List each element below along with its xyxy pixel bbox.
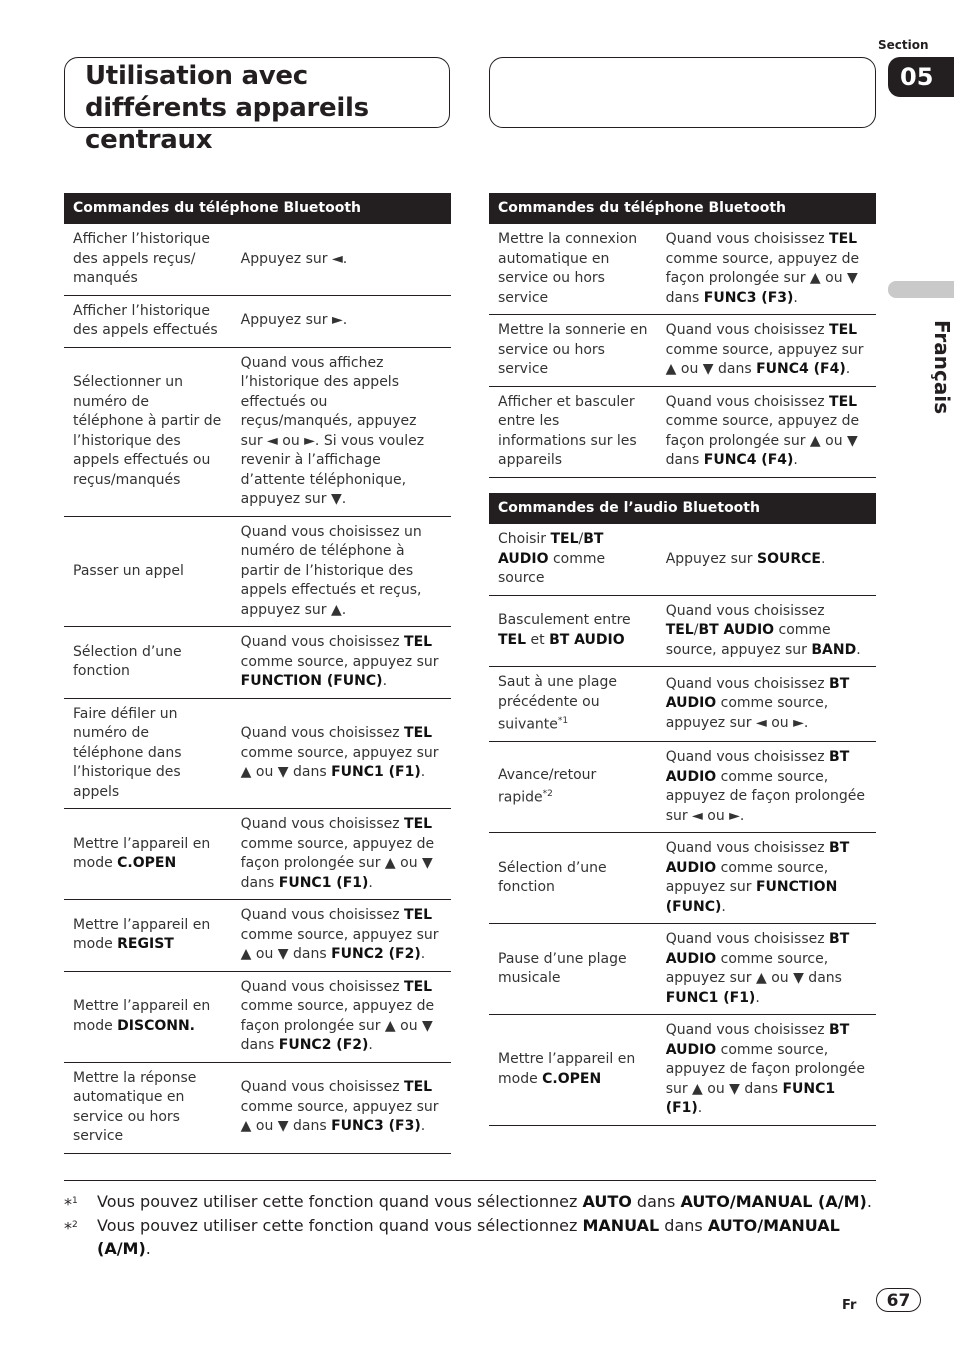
text-run: . <box>145 1239 151 1258</box>
bold-term: BT AUDIO <box>665 749 850 785</box>
text-run: Quand vous choisissez <box>665 602 825 619</box>
text-run: Quand vous choisissez <box>665 840 830 857</box>
footnote-ref: *2 <box>542 789 553 800</box>
text-run: . <box>368 874 373 891</box>
bold-term: FUNC4 (F4) <box>703 452 794 468</box>
table-row <box>489 224 876 315</box>
table-row <box>64 1062 451 1153</box>
text-run: comme source, appuyez de façon prolongée sur ◄ ou ►. <box>665 768 865 824</box>
bold-term: TEL <box>498 631 527 648</box>
bold-term: FUNC2 (F2) <box>278 1037 369 1053</box>
bold-term: TEL <box>665 622 694 638</box>
howto-cell: Appuyez sur ►. <box>232 295 451 347</box>
title-box <box>64 57 450 155</box>
howto-cell <box>657 1015 876 1126</box>
text-run: Mettre l’appareil en mode <box>73 835 211 871</box>
text-run: comme source, appuyez sur ▲ ou ▼ dans <box>240 744 439 780</box>
action-cell <box>489 524 657 595</box>
action-cell: Mettre la réponse automatique en service ou hors service <box>64 1062 232 1153</box>
action-cell: Sélectionner un numéro de téléphone à partir de l’historique des appels effectués ou reçus/manqués <box>64 347 232 516</box>
action-cell: Afficher l’historique des appels effectués <box>64 295 232 347</box>
table-row <box>489 315 876 387</box>
language-code: Fr <box>842 1298 857 1313</box>
text-run: comme source <box>498 550 606 586</box>
footnote <box>64 1190 876 1213</box>
section-label: Section <box>878 38 929 52</box>
footnote-mark <box>64 1214 94 1239</box>
text-run: comme source, appuyez de façon prolongée sur ▲ ou ▼ dans <box>240 998 435 1053</box>
howto-cell <box>657 833 876 924</box>
bold-term: TEL <box>404 907 433 923</box>
table-row <box>64 627 451 699</box>
action-cell <box>489 1015 657 1126</box>
bold-term: FUNC1 (F1) <box>665 1080 836 1117</box>
section-number: 05 <box>888 57 954 97</box>
text-run: comme source, appuyez de façon prolongée sur ▲ ou ▼ dans <box>665 250 860 306</box>
text-run: comme source, appuyez sur <box>240 653 439 670</box>
howto-cell <box>657 524 876 595</box>
bold-term: FUNC1 (F1) <box>665 989 756 1006</box>
bold-term: AUTO/MANUAL (A/M) <box>680 1192 867 1211</box>
bold-term: FUNC1 (F1) <box>278 874 369 891</box>
text-run: . <box>368 1037 373 1053</box>
bold-term: BT AUDIO <box>698 622 775 638</box>
bold-term: DISCONN. <box>117 1017 195 1034</box>
bold-term: SOURCE <box>756 550 821 567</box>
footnote-divider <box>64 1180 876 1181</box>
text-run: / <box>693 622 699 638</box>
bold-term: BT AUDIO <box>665 931 850 967</box>
text-run: dans <box>659 1216 708 1235</box>
bold-term: AUTO <box>582 1192 632 1211</box>
action-cell: Faire défiler un numéro de téléphone dans l’historique des appels <box>64 698 232 809</box>
footnote-ref: *1 <box>557 716 569 726</box>
text-run: Vous pouvez utiliser cette fonction quand vous sélectionnez <box>97 1192 583 1211</box>
bold-term: BAND <box>811 641 857 658</box>
page-title: Utilisation avec différents appareils centraux <box>85 61 369 155</box>
text-run: dans <box>631 1192 681 1211</box>
audio-commands-table <box>489 493 876 1126</box>
text-run: Appuyez sur <box>665 550 757 567</box>
bold-term: BT AUDIO <box>665 675 850 712</box>
table-row <box>489 833 876 924</box>
text-run: Quand vous choisissez <box>240 907 405 923</box>
text-run: comme source, appuyez sur ▲ ou ▼ dans <box>240 926 439 962</box>
bold-term: TEL <box>404 1079 433 1096</box>
howto-cell <box>232 809 451 900</box>
footnote-asterisk: * <box>64 1194 72 1214</box>
bold-term: TEL <box>829 322 858 338</box>
action-cell <box>64 809 232 900</box>
bold-term: FUNC2 (F2) <box>331 946 421 962</box>
howto-cell <box>232 1062 451 1153</box>
bold-term: BT AUDIO <box>498 531 604 567</box>
text-run: Quand vous choisissez <box>665 322 830 338</box>
text-run: Mettre l’appareil en mode <box>73 998 211 1034</box>
action-cell: Avance/retour rapide$^{*2}$ <box>489 742 657 833</box>
language-tab <box>888 281 954 298</box>
bold-term: AUTO/MANUAL (A/M) <box>97 1216 840 1258</box>
footnote-text <box>97 1214 877 1260</box>
bold-term: REGIST <box>117 936 174 953</box>
bold-term: BT AUDIO <box>665 840 850 876</box>
text-run: . <box>382 673 388 689</box>
footnote <box>64 1214 876 1260</box>
text-run: . <box>856 641 861 658</box>
text-run: comme source, appuyez sur ▲ ou ▼ dans <box>665 341 864 377</box>
bold-term: FUNC1 (F1) <box>331 764 421 780</box>
text-run: comme source, appuyez de façon prolongée sur ▲ ou ▼ dans <box>665 413 860 468</box>
text-run: / <box>578 531 584 547</box>
bold-term: C.OPEN <box>542 1070 602 1087</box>
bold-term: TEL <box>829 231 858 247</box>
text-run: . <box>845 361 851 377</box>
table-row <box>64 347 451 516</box>
text-run: . <box>721 898 726 915</box>
text-run: comme source, appuyez de façon prolongée sur ▲ ou ▼ dans <box>240 835 435 891</box>
howto-cell <box>232 698 451 809</box>
text-run: comme source, appuyez sur <box>665 622 831 658</box>
howto-cell <box>657 224 876 315</box>
table-row <box>489 386 876 477</box>
howto-cell: Appuyez sur ◄. <box>232 224 451 295</box>
table-row <box>489 924 876 1015</box>
header-empty-box <box>489 57 876 128</box>
table-row <box>64 224 451 295</box>
text-run: . <box>755 989 760 1006</box>
text-run: Quand vous choisissez <box>665 931 830 948</box>
text-run: Choisir <box>498 531 551 547</box>
language-label: Français <box>930 320 954 415</box>
howto-cell <box>657 595 876 667</box>
text-run: Quand vous choisissez <box>665 393 830 410</box>
footnote-number: 1 <box>72 1196 78 1206</box>
text-run: . <box>820 550 826 567</box>
action-cell: Pause d’une plage musicale <box>489 924 657 1015</box>
text-run: et <box>526 631 550 648</box>
table-row <box>64 516 451 627</box>
bold-term: TEL <box>550 531 579 547</box>
action-cell <box>489 595 657 667</box>
bold-term: TEL <box>404 725 433 741</box>
howto-cell <box>657 315 876 387</box>
bold-term: BT AUDIO <box>665 1022 850 1058</box>
text-run: comme source, appuyez sur <box>665 859 829 896</box>
bold-term: FUNC4 (F4) <box>756 361 846 377</box>
action-cell: Saut à une plage précédente ou suivante$^{*1}$ <box>489 667 657 742</box>
action-cell: Sélection d’une fonction <box>64 627 232 699</box>
text-run: Quand vous choisissez <box>240 978 405 995</box>
table-row <box>489 1015 876 1126</box>
footnote-mark <box>64 1190 94 1215</box>
howto-cell: Quand vous affichez l’historique des appels effectués ou reçus/manqués, appuyez sur ◄ ou ►. Si vous voulez revenir à l’affichage d’attente téléphonique, appuyez sur ▼. <box>232 347 451 516</box>
table-row <box>489 742 876 833</box>
action-cell: Afficher et basculer entre les informations sur les appareils <box>489 386 657 477</box>
howto-cell <box>657 924 876 1015</box>
text-run: Quand vous choisissez <box>665 749 830 766</box>
text-run: Quand vous choisissez <box>240 1079 405 1096</box>
howto-cell <box>657 667 876 742</box>
table-heading: Commandes du téléphone Bluetooth <box>489 193 876 224</box>
text-run: Quand vous choisissez <box>240 634 405 650</box>
text-run: Basculement entre <box>498 612 631 629</box>
footnote-text <box>97 1190 877 1213</box>
action-cell: Mettre la sonnerie en service ou hors service <box>489 315 657 387</box>
howto-cell <box>232 627 451 699</box>
howto-cell <box>232 900 451 972</box>
text-run: Quand vous choisissez <box>665 231 830 247</box>
howto-cell <box>657 742 876 833</box>
table-row <box>64 971 451 1062</box>
phone-commands-table-right <box>489 193 876 478</box>
footnote-number: 2 <box>72 1220 78 1230</box>
bold-term: TEL <box>404 978 433 995</box>
footnote-asterisk: * <box>64 1218 72 1238</box>
action-cell: Afficher l’historique des appels reçus/ manqués <box>64 224 232 295</box>
text-run: Mettre l’appareil en mode <box>73 916 211 953</box>
table-row <box>489 667 876 742</box>
text-run: comme source, appuyez sur ▲ ou ▼ dans <box>665 950 842 987</box>
text-run: . <box>697 1100 703 1117</box>
table-row <box>64 900 451 972</box>
text-run: Quand vous choisissez <box>240 725 405 741</box>
action-cell <box>64 900 232 972</box>
text-run: comme source, appuyez sur ◄ ou ►. <box>665 695 829 731</box>
text-run: Quand vous choisissez <box>665 675 830 692</box>
bold-term: FUNCTION (FUNC) <box>665 879 838 915</box>
bold-term: TEL <box>404 634 433 650</box>
action-cell: Mettre la connexion automatique en service ou hors service <box>489 224 657 315</box>
action-cell: Passer un appel <box>64 516 232 627</box>
howto-cell: Quand vous choisissez un numéro de téléphone à partir de l’historique des appels effectués et reçus, appuyez sur ▲. <box>232 516 451 627</box>
text-run: Vous pouvez utiliser cette fonction quand vous sélectionnez <box>97 1216 583 1235</box>
table-row <box>489 524 876 595</box>
text-run: comme source, appuyez de façon prolongée sur ▲ ou ▼ dans <box>665 1041 865 1097</box>
table-row <box>64 698 451 809</box>
action-cell: Sélection d’une fonction <box>489 833 657 924</box>
bold-term: FUNC3 (F3) <box>703 289 794 306</box>
bold-term: C.OPEN <box>117 855 177 871</box>
text-run: . <box>866 1192 872 1211</box>
text-run: comme source, appuyez sur ▲ ou ▼ dans <box>240 1098 439 1135</box>
bold-term: TEL <box>829 393 858 410</box>
text-run: . <box>420 946 426 962</box>
text-run: Quand vous choisissez <box>240 816 405 832</box>
action-cell <box>64 971 232 1062</box>
bold-term: FUNC3 (F3) <box>331 1118 421 1135</box>
howto-cell <box>232 971 451 1062</box>
bold-term: MANUAL <box>582 1216 660 1235</box>
table-row <box>64 809 451 900</box>
text-run: Mettre l’appareil en mode <box>498 1051 636 1087</box>
table-row <box>64 295 451 347</box>
phone-commands-table-left <box>64 193 451 1154</box>
howto-cell <box>657 386 876 477</box>
bold-term: BT AUDIO <box>549 631 625 648</box>
text-run: Quand vous choisissez <box>665 1022 830 1039</box>
table-heading: Commandes de l’audio Bluetooth <box>489 493 876 524</box>
table-heading: Commandes du téléphone Bluetooth <box>64 193 451 224</box>
page-number: 67 <box>876 1288 921 1312</box>
table-row <box>489 595 876 667</box>
text-run: . <box>793 452 798 468</box>
bold-term: TEL <box>404 816 433 832</box>
text-run: . <box>420 1118 426 1135</box>
text-run: . <box>793 289 798 306</box>
bold-term: FUNCTION (FUNC) <box>240 673 383 689</box>
text-run: . <box>420 764 426 780</box>
